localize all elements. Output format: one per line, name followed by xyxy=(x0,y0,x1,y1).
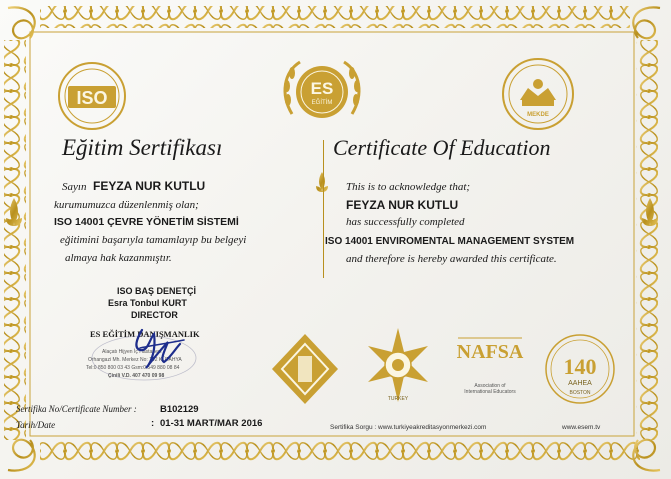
date-value: 01-31 MART/MAR 2016 xyxy=(160,418,263,429)
turkish-title: Eğitim Sertifikası xyxy=(62,135,223,160)
company-address-1: Alaçatı Hijyen İç Hastanesi xyxy=(102,349,162,355)
website-url: www.esem.tv xyxy=(562,424,601,431)
signatory-title: DIRECTOR xyxy=(131,310,178,320)
aahea-text: AAHEA xyxy=(568,380,592,387)
accreditation-seal-icon xyxy=(500,56,576,132)
star-emblem-logo-icon xyxy=(356,326,440,404)
nafsa-text: NAFSA xyxy=(456,341,524,363)
star-emblem-text: TURKEY xyxy=(387,396,409,402)
company-address-2: Orhangazi Mh. Merkez No: 192 KÜTAHYA xyxy=(88,357,182,363)
nafsa-subtext-1: Association of xyxy=(474,383,506,389)
es-logo-text: ES xyxy=(310,79,334,98)
diamond-accreditation-logo-icon xyxy=(268,330,342,408)
es-egitim-logo-icon xyxy=(278,54,366,130)
turkish-line-2: eğitimini başarıyla tamamlayıp bu belgeyi xyxy=(60,234,247,246)
signatory-role: ISO BAŞ DENETÇİ xyxy=(117,286,197,296)
nafsa-mark-icon xyxy=(456,334,524,364)
english-recipient-name: FEYZA NUR KUTLU xyxy=(346,198,459,212)
english-line-2: has successfully completed xyxy=(346,216,465,228)
english-course-name: ISO 14001 ENVIROMENTAL MANAGEMENT SYSTEM xyxy=(325,236,575,247)
english-line-1: This is to acknowledge that; xyxy=(346,181,471,193)
turkish-sayin: Sayın xyxy=(62,181,87,193)
turkish-line-3: almaya hak kazanmıştır. xyxy=(65,252,172,264)
certificate-query-url: Sertifika Sorgu : www.turkiyeakreditasyonmerkezi.com xyxy=(330,424,487,431)
certificate-number-label: Sertifika No/Certificate Number : xyxy=(16,404,137,414)
company-tax-office: Çinili V.D. 407 470 09 98 xyxy=(108,373,165,379)
signature-stamp-icon xyxy=(84,318,204,388)
company-name: ES EĞİTİM DANIŞMANLIK xyxy=(90,329,200,339)
nafsa-subtext-2: International Educators xyxy=(464,389,516,395)
iso-logo-icon xyxy=(56,60,128,132)
aahea-logo-icon xyxy=(543,332,617,406)
iso-logo-text: ISO xyxy=(76,88,108,108)
date-colon: : xyxy=(151,418,155,429)
signatory-name: Esra Tonbul KURT xyxy=(108,298,187,308)
aahea-subtext: BOSTON xyxy=(569,390,591,396)
date-label: Tarih/Date xyxy=(16,420,56,430)
company-address-3: Tel:0 850 800 03 43 Gsm:0 549 880 08 84 xyxy=(86,365,180,371)
certificate-number-value: B102129 xyxy=(160,404,199,415)
es-logo-subtext: EĞİTİM xyxy=(311,100,333,106)
seal-text: MEKDE xyxy=(527,112,549,118)
turkish-course-name: ISO 14001 ÇEVRE YÖNETİM SİSTEMİ xyxy=(54,216,239,228)
nafsa-logo xyxy=(456,334,524,394)
aahea-number: 140 xyxy=(563,354,597,379)
turkish-recipient-name: FEYZA NUR KUTLU xyxy=(93,179,206,193)
english-line-3: and therefore is hereby awarded this certificate. xyxy=(346,253,557,265)
english-title: Certificate Of Education xyxy=(333,135,551,160)
column-divider xyxy=(323,140,324,278)
turkish-line-1: kurumumuzca düzenlenmiş olan; xyxy=(54,199,199,211)
